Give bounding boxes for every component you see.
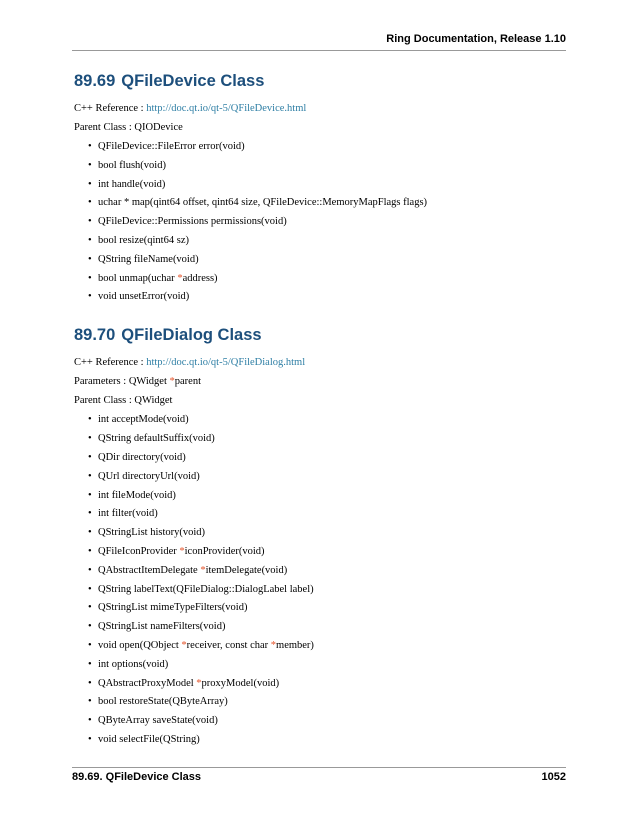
parent-class-label: Parent Class :	[74, 122, 135, 133]
bullet-icon: •	[88, 621, 92, 633]
method-item	[74, 638, 564, 653]
method-text: QDir directory(void)	[98, 451, 186, 463]
section-title: QFileDevice Class	[121, 72, 265, 90]
parameters-type: QWidget	[128, 376, 170, 388]
method-text: bool resize(qint64 sz)	[98, 234, 189, 246]
method-text: bool restoreState(QByteArray)	[98, 696, 228, 708]
method-text: member)	[276, 639, 314, 651]
method-item	[74, 214, 564, 229]
bullet-icon: •	[88, 564, 92, 576]
bullet-icon: •	[88, 583, 92, 595]
section-number: 89.69	[74, 72, 116, 90]
method-text: QStringList nameFilters(void)	[98, 621, 226, 633]
page-footer	[72, 771, 566, 783]
bullet-icon: •	[88, 677, 92, 689]
method-item	[74, 619, 564, 634]
bullet-icon: •	[88, 141, 92, 152]
method-item	[74, 657, 564, 672]
method-text: QFileDevice::Permissions permissions(void)	[98, 216, 287, 228]
method-text: QFileIconProvider	[98, 545, 180, 557]
method-item	[74, 506, 564, 521]
method-text: int filter(void)	[98, 508, 158, 520]
cpp-reference	[74, 101, 564, 116]
parent-class-value: QWidget	[134, 395, 173, 407]
method-item	[74, 713, 564, 728]
method-text: QString fileName(void)	[98, 253, 199, 265]
pointer-star: *	[196, 677, 202, 689]
pointer-star: *	[169, 376, 175, 388]
method-text: QStringList mimeTypeFilters(void)	[98, 602, 248, 614]
method-item	[74, 195, 564, 210]
bullet-icon: •	[88, 470, 92, 482]
method-item	[74, 544, 564, 559]
bullet-icon: •	[88, 696, 92, 708]
method-text: iconProvider(void)	[184, 545, 265, 557]
method-item	[74, 676, 564, 691]
footer-section: 89.69. QFileDevice Class	[72, 771, 202, 783]
method-text: itemDelegate(void)	[205, 564, 288, 576]
method-text: void open(QObject	[98, 639, 182, 651]
method-item	[74, 271, 564, 286]
method-item	[74, 563, 564, 578]
section-qfiledialog	[74, 324, 564, 747]
method-item	[74, 600, 564, 615]
method-text: int options(void)	[98, 658, 169, 670]
bullet-icon: •	[88, 451, 92, 463]
parent-class	[74, 393, 564, 408]
pointer-star: *	[270, 639, 277, 651]
method-text: uchar * map(qint64 offset, qint64 size, QFileDevice::MemoryMapFlags flags)	[98, 197, 428, 209]
method-text: bool unmap(uchar	[98, 272, 178, 284]
parameters-label: Parameters :	[74, 376, 129, 388]
bullet-icon: •	[88, 197, 92, 209]
method-text: int fileMode(void)	[98, 489, 176, 501]
method-text: QStringList history(void)	[98, 527, 206, 539]
method-item	[74, 431, 564, 446]
bullet-icon: •	[88, 658, 92, 670]
method-text: QString defaultSuffix(void)	[98, 433, 215, 445]
method-text: void unsetError(void)	[98, 291, 190, 303]
parameters	[74, 374, 564, 389]
method-text: QFileDevice::FileError error(void)	[98, 141, 245, 152]
method-text: QAbstractProxyModel	[98, 677, 197, 689]
method-text: int acceptMode(void)	[98, 414, 189, 426]
bullet-icon: •	[88, 733, 92, 745]
method-text: QByteArray saveState(void)	[98, 715, 218, 727]
footer-divider	[72, 767, 566, 768]
header-divider	[72, 50, 566, 51]
bullet-icon: •	[88, 545, 92, 557]
method-text: void selectFile(QString)	[98, 733, 200, 745]
method-item	[74, 412, 564, 427]
bullet-icon: •	[88, 639, 92, 651]
parent-class-value: QIODevice	[134, 122, 183, 133]
pointer-star: *	[200, 564, 206, 576]
parent-class	[74, 120, 564, 135]
method-item	[74, 450, 564, 465]
method-item	[74, 158, 564, 173]
section-heading	[74, 324, 564, 346]
method-item	[74, 177, 564, 192]
method-text: QAbstractItemDelegate	[98, 564, 201, 576]
bullet-icon: •	[88, 234, 92, 246]
method-item	[74, 469, 564, 484]
bullet-icon: •	[88, 178, 92, 190]
bullet-icon: •	[88, 159, 92, 171]
bullet-icon: •	[88, 715, 92, 727]
bullet-icon: •	[88, 433, 92, 445]
method-text: bool flush(void)	[98, 159, 166, 171]
method-item	[74, 694, 564, 709]
bullet-icon: •	[88, 527, 92, 539]
bullet-icon: •	[88, 216, 92, 228]
section-heading	[74, 70, 564, 92]
cpp-reference	[74, 355, 564, 370]
bullet-icon: •	[88, 414, 92, 426]
page-content	[74, 70, 564, 747]
method-text: address)	[182, 272, 218, 284]
bullet-icon: •	[88, 291, 92, 303]
method-item	[74, 488, 564, 503]
method-item	[74, 732, 564, 747]
method-item	[74, 139, 564, 154]
bullet-icon: •	[88, 508, 92, 520]
method-text: QUrl directoryUrl(void)	[98, 470, 200, 482]
bullet-icon: •	[88, 253, 92, 265]
method-item	[74, 289, 564, 304]
parameters-name: parent	[174, 376, 202, 388]
bullet-icon: •	[88, 602, 92, 614]
method-item	[74, 525, 564, 540]
running-header: Ring Documentation, Release 1.10	[386, 33, 566, 45]
section-title: QFileDialog Class	[121, 326, 262, 345]
section-number: 89.70	[74, 326, 116, 345]
cpp-reference-link[interactable]: http://doc.qt.io/qt-5/QFileDialog.html	[146, 357, 306, 369]
method-text: QString labelText(QFileDialog::DialogLabel label)	[98, 583, 314, 595]
method-text: receiver, const char	[186, 639, 271, 651]
cpp-reference-link[interactable]: http://doc.qt.io/qt-5/QFileDevice.html	[146, 103, 307, 114]
method-item	[74, 233, 564, 248]
page-number: 1052	[541, 771, 566, 783]
pointer-star: *	[177, 272, 183, 284]
cpp-reference-label: C++ Reference :	[74, 357, 147, 369]
bullet-icon: •	[88, 489, 92, 501]
method-text: int handle(void)	[98, 178, 166, 190]
method-item	[74, 252, 564, 267]
parent-class-label: Parent Class :	[74, 395, 135, 407]
bullet-icon: •	[88, 272, 92, 284]
pointer-star: *	[179, 545, 185, 557]
method-list	[74, 412, 564, 747]
pointer-star: *	[181, 639, 187, 651]
cpp-reference-label: C++ Reference :	[74, 103, 147, 114]
method-item	[74, 582, 564, 597]
method-text: proxyModel(void)	[201, 677, 280, 689]
section-qfiledevice	[74, 70, 564, 304]
method-list	[74, 139, 564, 304]
